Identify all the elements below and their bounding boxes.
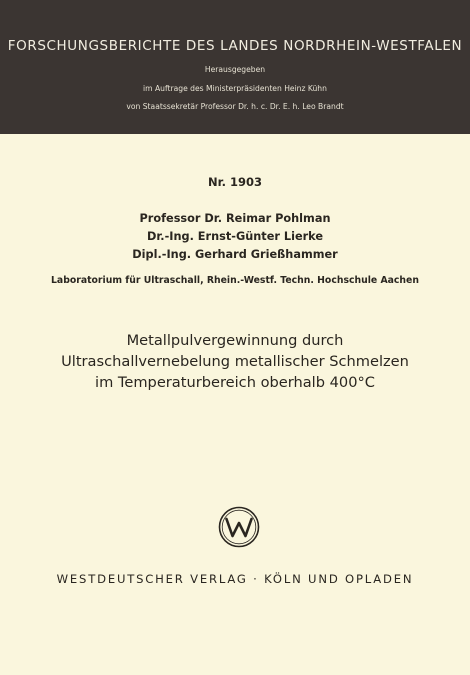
laboratory-affiliation: Laboratorium für Ultraschall, Rhein.-Westf. Techn. Hochschule Aachen <box>51 275 419 286</box>
editor-line-2: im Auftrage des Ministerpräsidenten Heinz Kühn <box>143 84 327 93</box>
editor-line-3: von Staatssekretär Professor Dr. h. c. Dr. E. h. Leo Brandt <box>126 102 344 111</box>
author-name: Dipl.-Ing. Gerhard Grießhammer <box>132 248 338 261</box>
author-name: Dr.-Ing. Ernst-Günter Lierke <box>146 230 324 243</box>
editor-line-1: Herausgegeben <box>204 65 266 74</box>
author-name: Professor Dr. Reimar Pohlman <box>139 212 331 225</box>
title-line: Ultraschallvernebelung metallischer Schmelzen <box>61 353 409 370</box>
title-line: im Temperaturbereich oberhalb 400°C <box>95 374 375 391</box>
publisher-imprint: WESTDEUTSCHER VERLAG · KÖLN UND OPLADEN <box>56 572 414 586</box>
publisher-logo-icon <box>218 506 260 548</box>
author-list <box>0 210 470 264</box>
series-title: FORSCHUNGSBERICHTE DES LANDES NORDRHEIN-WESTFALEN <box>7 38 463 54</box>
report-number: Nr. 1903 <box>207 175 263 189</box>
title-line: Metallpulvergewinnung durch <box>126 332 344 349</box>
series-header-band <box>0 0 470 134</box>
report-title <box>0 330 470 393</box>
